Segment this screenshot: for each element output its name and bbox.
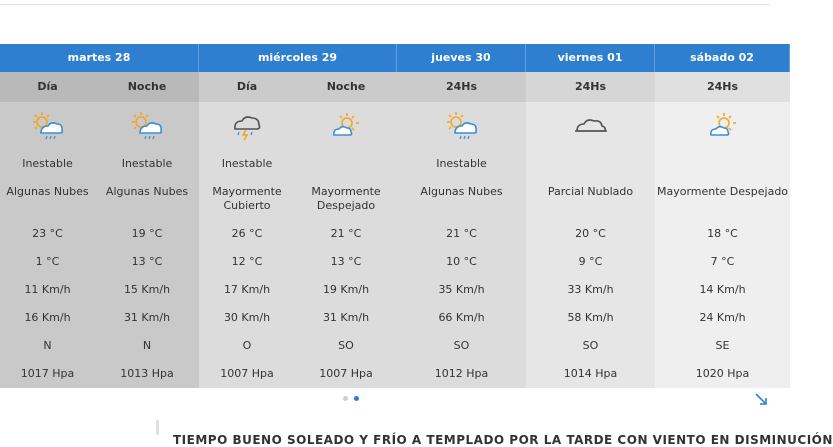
wind-cell: 33 Km/h	[567, 283, 614, 296]
condition-cell: Inestable	[221, 157, 273, 170]
wind-cell: 19 Km/h	[322, 283, 370, 296]
wind-direction-cell: SO	[582, 339, 599, 352]
sun-cloud-icon	[655, 102, 790, 150]
day-header-row	[0, 44, 790, 72]
wind-cell: 14 Km/h	[699, 283, 746, 296]
max-temp-cell: 23 °C	[32, 227, 63, 240]
gust-cell: 66 Km/h	[438, 311, 485, 324]
forecast-column	[655, 72, 790, 388]
min-temp-cell: 10 °C	[446, 255, 477, 268]
period-label: Día	[199, 72, 295, 102]
headline-text: TIEMPO BUENO SOLEADO Y FRÍO A TEMPLADO POR LA TARDE CON VIENTO EN DISMINUCIÓN	[173, 433, 833, 447]
carousel-dot-active[interactable]	[354, 396, 359, 401]
day-header: viernes 01	[526, 44, 655, 72]
top-strip	[0, 0, 770, 5]
sky-cell: Mayormente Despejado	[656, 185, 789, 198]
sun-cloud-icon	[295, 102, 397, 150]
day-header: jueves 30	[397, 44, 526, 72]
carousel-dot[interactable]	[343, 396, 348, 401]
pressure-cell: 1007 Hpa	[319, 367, 373, 380]
wind-cell: 17 Km/h	[223, 283, 271, 296]
max-temp-cell: 21 °C	[446, 227, 477, 240]
wind-direction-cell: SO	[453, 339, 470, 352]
wind-direction-cell: SE	[715, 339, 730, 352]
wind-direction-cell: N	[142, 339, 152, 352]
period-label: 24Hs	[655, 72, 790, 102]
condition-cell: Inestable	[22, 157, 73, 170]
period-label: Día	[0, 72, 95, 102]
min-temp-cell: 1 °C	[35, 255, 60, 268]
condition-cell: Inestable	[436, 157, 487, 170]
forecast-columns	[0, 72, 790, 388]
cloud-icon	[526, 102, 655, 150]
pressure-cell: 1007 Hpa	[220, 367, 274, 380]
period-label: Noche	[95, 72, 199, 102]
day-header: miércoles 29	[199, 44, 397, 72]
period-label: Noche	[295, 72, 397, 102]
max-temp-cell: 26 °C	[231, 227, 263, 240]
day-header: martes 28	[0, 44, 199, 72]
partly-cloudy-rain-icon	[0, 102, 95, 150]
min-temp-cell: 13 °C	[330, 255, 362, 268]
sky-cell: Algunas Nubes	[105, 185, 189, 198]
period-label: 24Hs	[397, 72, 526, 102]
gust-cell: 30 Km/h	[223, 311, 271, 324]
wind-direction-cell: O	[242, 339, 252, 352]
headline-block	[156, 420, 833, 447]
forecast-table	[0, 44, 790, 392]
forecast-column	[526, 72, 655, 388]
pressure-cell: 1012 Hpa	[434, 367, 489, 380]
wind-direction-cell: N	[43, 339, 52, 352]
min-temp-cell: 12 °C	[231, 255, 263, 268]
gust-cell: 24 Km/h	[699, 311, 746, 324]
forecast-column	[95, 72, 199, 388]
condition-cell	[526, 150, 655, 178]
sky-cell: Algunas Nubes	[6, 185, 89, 198]
partly-cloudy-rain-icon	[95, 102, 199, 150]
max-temp-cell: 20 °C	[575, 227, 606, 240]
forecast-column	[199, 72, 295, 388]
wind-cell: 11 Km/h	[24, 283, 71, 296]
sky-cell: Mayormente Cubierto	[212, 185, 282, 212]
expand-arrow-icon[interactable]	[754, 392, 768, 406]
wind-cell: 35 Km/h	[438, 283, 485, 296]
period-label: 24Hs	[526, 72, 655, 102]
max-temp-cell: 21 °C	[330, 227, 362, 240]
min-temp-cell: 7 °C	[710, 255, 735, 268]
partly-cloudy-rain-icon	[397, 102, 526, 150]
carousel-dots	[343, 396, 359, 401]
gust-cell: 16 Km/h	[24, 311, 71, 324]
pressure-cell: 1014 Hpa	[563, 367, 618, 380]
weather-widget	[0, 44, 789, 392]
wind-direction-cell: SO	[338, 339, 354, 352]
gust-cell: 31 Km/h	[123, 311, 171, 324]
sky-cell: Algunas Nubes	[420, 185, 503, 198]
condition-cell	[655, 150, 790, 178]
pressure-cell: 1017 Hpa	[20, 367, 75, 380]
day-header: sábado 02	[655, 44, 790, 72]
min-temp-cell: 13 °C	[131, 255, 163, 268]
pressure-cell: 1020 Hpa	[695, 367, 750, 380]
forecast-column	[295, 72, 397, 388]
wind-cell: 15 Km/h	[123, 283, 171, 296]
sky-cell: Mayormente Despejado	[311, 185, 381, 212]
max-temp-cell: 18 °C	[707, 227, 738, 240]
storm-cloud-icon	[199, 102, 295, 150]
condition-cell: Inestable	[121, 157, 173, 170]
min-temp-cell: 9 °C	[578, 255, 603, 268]
condition-cell	[295, 150, 397, 178]
forecast-column	[397, 72, 526, 388]
pressure-cell: 1013 Hpa	[120, 367, 174, 380]
sky-cell: Parcial Nublado	[547, 185, 634, 198]
forecast-column	[0, 72, 95, 388]
max-temp-cell: 19 °C	[131, 227, 163, 240]
gust-cell: 58 Km/h	[567, 311, 614, 324]
gust-cell: 31 Km/h	[322, 311, 370, 324]
